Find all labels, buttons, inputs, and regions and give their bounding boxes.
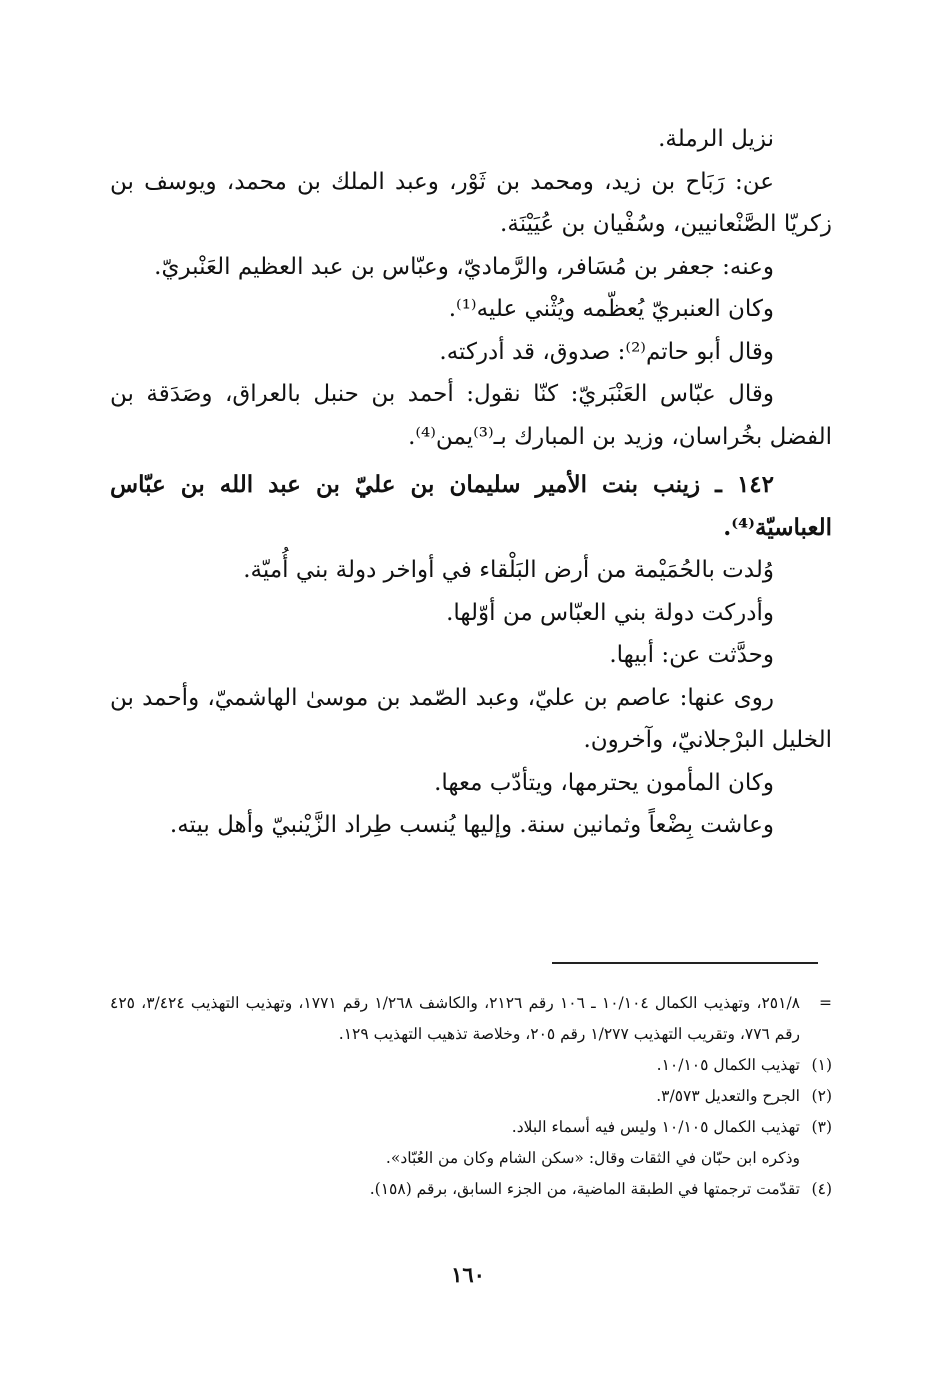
footnote-4-text: تقدّمت ترجمتها في الطبقة الماضية، من الجزء السابق، برقم (١٥٨). bbox=[369, 1180, 800, 1198]
main-text bbox=[110, 118, 832, 847]
footnote-4-mark: (٤) bbox=[811, 1180, 832, 1198]
footnote-1-mark: (١) bbox=[811, 1056, 832, 1074]
footnote-3-text: تهذيب الكمال ١٠/١٠٥ وليس فيه أسماء البلاد. bbox=[511, 1118, 800, 1136]
entry-students: روى عنها: عاصم بن عليّ، وعبد الصّمد بن موسىٰ الهاشميّ، وأحمد بن الخليل البرْجلانيّ، وآخرون. bbox=[110, 684, 832, 753]
footnote-3-mark: (٣) bbox=[811, 1118, 832, 1136]
footnote-3-addendum: وذكره ابن حبّان في الثقات وقال: «سكن الشام وكان من العُبّاد». bbox=[385, 1149, 800, 1167]
page-number: ١٦٠ bbox=[451, 1262, 485, 1287]
footnote-2-text: الجرح والتعديل ٣/٥٧٣. bbox=[656, 1087, 800, 1105]
footnote-1 bbox=[110, 1050, 832, 1081]
entry-mamun: وكان المأمون يحترمها، ويتأدّب معها. bbox=[434, 769, 774, 796]
footnote-3 bbox=[110, 1112, 832, 1143]
footnote-4 bbox=[110, 1174, 832, 1205]
paragraph-narrators: وعنه: جعفر بن مُسَافر، والرَّماديّ، وعبّاس بن عبد العظيم العَنْبريّ. bbox=[154, 253, 774, 280]
footnote-2-mark: (٢) bbox=[811, 1087, 832, 1105]
footnote-continuation-text: ٢٥١/٨، وتهذيب الكمال ١٠/١٠٤ ـ ١٠٦ رقم ٢١٢٦، والكاشف ١/٢٦٨ رقم ١٧٧١، وتهذيب التهذيب ٣/٤٢٤، ٤٢٥ رقم ٧٧٦، وتقريب التهذيب ١/٢٧٧ رقم ٢٠٥، وخلاصة تذهيب التهذيب ١٢٩. bbox=[110, 994, 800, 1043]
paragraph-narrated-from: عن: رَبَاح بن زيد، ومحمد بن ثَوْر، وعبد الملك بن محمد، ويوسف بن زكريّا الصَّنْعانيين، وسُفْيان بن عُيَيْنَة. bbox=[110, 168, 832, 237]
entry-lifespan: وعاشت بِضْعاً وثمانين سنة. وإليها يُنسب طِراد الزَّيْنبيّ وأهل بيته. bbox=[169, 812, 774, 838]
footnote-2 bbox=[110, 1081, 832, 1112]
paragraph-abu-hatim: وقال أبو حاتم⁽²⁾: صدوق، قد أدركته. bbox=[439, 338, 774, 365]
entry-birth: وُلدت بالحُمَيْمة من أرض البَلْقاء في أواخر دولة بني أُميّة. bbox=[243, 557, 774, 583]
continuation-mark: = bbox=[819, 994, 832, 1012]
entry-heading: ١٤٢ ـ زينب بنت الأمير سليمان بن عليّ بن عبد الله بن عبّاس العباسيّة⁽⁴⁾. bbox=[110, 471, 832, 541]
footnote-1-text: تهذيب الكمال ١٠/١٠٥. bbox=[656, 1056, 800, 1074]
footnote-divider bbox=[552, 962, 818, 964]
footnote-continuation bbox=[110, 988, 832, 1050]
entry-narrated: وحدَّثت عن: أبيها. bbox=[609, 642, 774, 668]
paragraph-abbas-quote: وقال عبّاس العَنْبَريّ: كنّا نقول: أحمد بن حنبل بالعراق، وصَدَقة بن الفضل بخُراسان، وزيد بن المبارك بـ⁽³⁾يمن⁽⁴⁾. bbox=[110, 381, 832, 450]
footnotes bbox=[110, 988, 832, 1205]
paragraph-praise: وكان العنبريّ يُعظّمه ويُثْني عليه⁽¹⁾. bbox=[448, 296, 774, 322]
paragraph-residence: نزيل الرملة. bbox=[658, 126, 774, 152]
entry-era: وأدركت دولة بني العبّاس من أوّلها. bbox=[446, 599, 774, 626]
